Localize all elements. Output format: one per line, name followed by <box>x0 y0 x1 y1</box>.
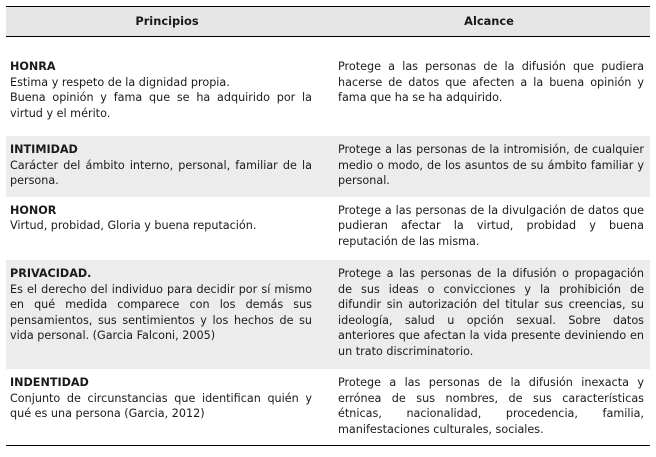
principle-description: Carácter del ámbito interno, personal, familiar de la persona. <box>10 158 312 187</box>
principle-title: INDENTIDAD <box>10 376 89 389</box>
scope-cell: Protege a las personas de la intromisión, de cualquier medio o modo, de los asuntos de su ámbito familiar y personal. <box>328 136 650 197</box>
principle-description: Es el derecho del individuo para decidir por sí mismo en qué medida comparece con los demás sus pensamientos, sus sentimientos y los hechos de su vida personal. (Garcia Falconi, 2005) <box>10 282 312 342</box>
scope-cell: Protege a las personas de la difusión inexacta y errónea de sus nombres, de sus características étnicas, nacionalidad, procedencia, familia, manifestaciones culturales, sociales. <box>328 369 650 446</box>
principle-description: Buena opinión y fama que se ha adquirido por la virtud y el mérito. <box>10 91 312 120</box>
principle-title: HONRA <box>10 60 56 73</box>
principle-description: Conjunto de circunstancias que identifican quién y qué es una persona (Garcia, 2012) <box>10 391 312 420</box>
scope-cell: Protege a las personas de la difusión que pudiera hacerse de datos que afecten a la buena opinión y fama que ha se ha adquirido. <box>338 60 644 104</box>
principle-description: Estima y respeto de la dignidad propia. <box>10 75 230 89</box>
table-row <box>6 197 650 260</box>
principle-title: INTIMIDAD <box>10 143 78 156</box>
table-row <box>6 369 650 446</box>
principles-table <box>6 6 650 446</box>
table-row <box>6 136 650 197</box>
principle-title: PRIVACIDAD. <box>10 267 92 280</box>
principle-cell <box>6 136 328 197</box>
table-row <box>6 260 650 370</box>
table-header <box>6 7 650 37</box>
table-row <box>6 37 650 136</box>
principle-cell <box>6 197 328 260</box>
principle-description: Virtud, probidad, Gloria y buena reputación. <box>10 219 257 232</box>
scope-cell: Protege a las personas de la difusión o propagación de sus ideas o convicciones y la prohibición de difundir sin autorización del titular sus creencias, su ideología, salud u opción sexual. Sobre datos anteriores que afectan la vida presente deviniendo en un trato discriminatorio. <box>328 260 650 370</box>
header-alcance: Alcance <box>328 7 650 37</box>
principle-cell <box>6 37 328 136</box>
scope-cell: Protege a las personas de la divulgación de datos que pudieran afectar la virtud, probidad y buena reputación de las misma. <box>338 203 644 248</box>
principle-title: HONOR <box>10 203 57 217</box>
principle-cell <box>6 369 328 446</box>
header-principios: Principios <box>6 7 328 37</box>
principle-cell <box>6 260 328 370</box>
